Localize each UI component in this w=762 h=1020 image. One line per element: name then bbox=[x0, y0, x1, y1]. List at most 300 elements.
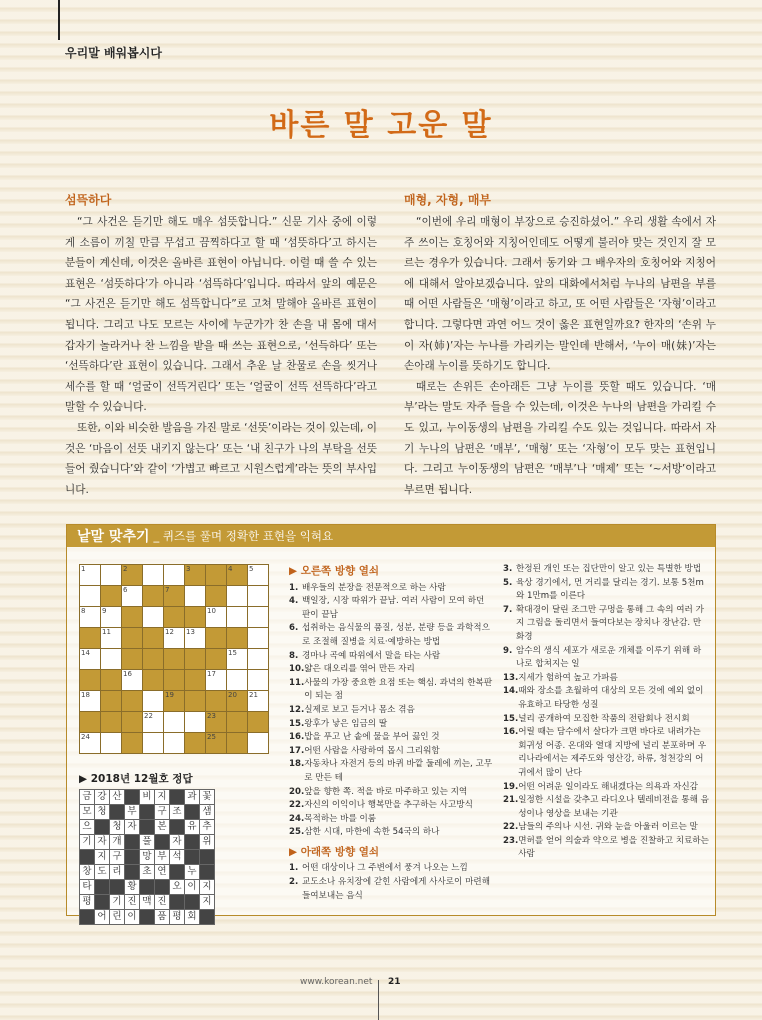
answer-cell: 린 bbox=[110, 910, 125, 925]
clue-text: 자신의 이익이나 행복만을 추구하는 사고방식 bbox=[304, 800, 473, 811]
crossword-block-cell bbox=[80, 670, 101, 691]
answer-cell: 청 bbox=[95, 805, 110, 820]
answer-cell: 도 bbox=[95, 865, 110, 880]
crossword-cell[interactable] bbox=[248, 628, 269, 649]
article-left-heading: 섬뜩하다 bbox=[65, 193, 112, 207]
answer-block-cell bbox=[170, 820, 185, 835]
crossword-block-cell bbox=[206, 712, 227, 733]
answer-block-cell bbox=[95, 880, 110, 895]
answer-cell: 연 bbox=[155, 865, 170, 880]
crossword-block-cell bbox=[122, 607, 143, 628]
clue-text: 면허를 얻어 의술과 약으로 병을 진찰하고 치료하는 사람 bbox=[518, 835, 709, 860]
page-number: 21 bbox=[388, 977, 401, 987]
crossword-cell[interactable] bbox=[185, 628, 206, 649]
clue-text: 자동차나 자전거 등의 바퀴 바깥 둘레에 끼는, 고무로 만든 테 bbox=[304, 759, 493, 783]
answer-cell: 타 bbox=[80, 880, 95, 895]
crossword-cell[interactable] bbox=[227, 607, 248, 628]
answer-block-cell bbox=[140, 805, 155, 820]
crossword-cell-number: 6 bbox=[123, 586, 128, 594]
crossword-block-cell bbox=[185, 691, 206, 712]
answer-block-cell bbox=[110, 880, 125, 895]
clue-item bbox=[289, 731, 495, 745]
crossword-block-cell bbox=[227, 733, 248, 754]
crossword-block-cell bbox=[164, 670, 185, 691]
answer-cell: 진 bbox=[125, 895, 140, 910]
clue-item bbox=[503, 781, 709, 795]
answer-cell: 오 bbox=[170, 880, 185, 895]
crossword-cell-number: 17 bbox=[207, 670, 216, 678]
answer-block-cell bbox=[125, 850, 140, 865]
crossword-cell[interactable] bbox=[164, 565, 185, 586]
crossword-cell[interactable] bbox=[206, 670, 227, 691]
crossword-cell[interactable] bbox=[248, 733, 269, 754]
answer-cell: 기 bbox=[80, 835, 95, 850]
clue-number: 25. bbox=[289, 827, 305, 838]
answer-block-cell bbox=[80, 910, 95, 925]
clue-text: 지세가 험하여 높고 가파름 bbox=[518, 672, 618, 683]
clue-number: 22. bbox=[289, 800, 305, 811]
clue-item bbox=[503, 726, 709, 780]
answer-cell: 창 bbox=[80, 865, 95, 880]
crossword-cell-number: 4 bbox=[228, 565, 233, 573]
crossword-block-cell bbox=[101, 670, 122, 691]
article-right-heading: 매형, 자형, 매부 bbox=[404, 193, 492, 207]
clue-item bbox=[289, 595, 495, 622]
clue-item bbox=[289, 826, 495, 840]
answer-cell: 개 bbox=[110, 835, 125, 850]
crossword-block-cell bbox=[227, 628, 248, 649]
clue-text: 왕후가 낳은 임금의 딸 bbox=[304, 718, 388, 729]
answer-cell: 청 bbox=[110, 820, 125, 835]
crossword-block-cell bbox=[206, 691, 227, 712]
answer-block-cell bbox=[170, 790, 185, 805]
answer-cell: 위 bbox=[200, 835, 215, 850]
clue-number: 4. bbox=[289, 596, 299, 607]
answer-cell: 황 bbox=[125, 880, 140, 895]
crossword-block-cell bbox=[227, 691, 248, 712]
crossword-cell[interactable] bbox=[248, 586, 269, 607]
crossword-cell-number: 8 bbox=[81, 607, 86, 615]
answer-block-cell bbox=[185, 850, 200, 865]
answer-cell: 초 bbox=[140, 865, 155, 880]
answer-block-cell bbox=[125, 835, 140, 850]
clue-text: 목적하는 바를 이룸 bbox=[304, 813, 377, 824]
clue-text: 어릴 때는 담수에서 살다가 크면 바다로 내려가는 회귀성 어종. 온대와 열대 지방에 널리 분포하며 우리나라에서는 제주도와 영산강, 하류, 청천강의 어귀에서 많이 난다 bbox=[518, 727, 707, 778]
answer-block-cell bbox=[155, 880, 170, 895]
crossword-cell-number: 11 bbox=[102, 628, 111, 636]
answer-cell: 비 bbox=[140, 790, 155, 805]
answer-cell: 자 bbox=[95, 835, 110, 850]
clue-text: 백일장, 시장 따위가 끝남. 여러 사람이 모여 하던 판이 끝남 bbox=[302, 596, 485, 620]
crossword-block-cell bbox=[206, 628, 227, 649]
answer-block-cell bbox=[200, 865, 215, 880]
clue-item bbox=[289, 582, 495, 596]
answer-cell: 조 bbox=[170, 805, 185, 820]
crossword-cell[interactable] bbox=[185, 712, 206, 733]
clue-item bbox=[289, 745, 495, 759]
clue-column-2 bbox=[503, 563, 709, 862]
crossword-cell[interactable] bbox=[101, 733, 122, 754]
crossword-cell[interactable] bbox=[227, 649, 248, 670]
crossword-cell[interactable] bbox=[248, 565, 269, 586]
crossword-cell-number: 22 bbox=[144, 712, 153, 720]
clue-item bbox=[503, 604, 709, 645]
crossword-cell[interactable] bbox=[80, 607, 101, 628]
crossword-cell-number: 10 bbox=[207, 607, 216, 615]
clue-number: 11. bbox=[289, 677, 305, 688]
clue-number: 3. bbox=[503, 564, 513, 574]
clue-text: 때와 장소를 초월하여 대상의 모든 것에 예외 없이 유효하고 타당한 성질 bbox=[518, 686, 704, 710]
crossword-block-cell bbox=[248, 712, 269, 733]
answer-cell: 으 bbox=[80, 820, 95, 835]
clue-item bbox=[289, 718, 495, 732]
answer-cell: 본 bbox=[155, 820, 170, 835]
crossword-block-cell bbox=[206, 565, 227, 586]
article-right-paragraph: 때로는 손위든 손아래든 그냥 누이를 뜻할 때도 있습니다. ‘매부’라는 말도 자주 들을 수 있는데, 이것은 누나의 남편을 가리킬 수도 있고, 누이동생의 남편을 가리킬 수도 있는 것입니다. 따라서 자기 누나의 남편은 ‘매부’, ‘매형’ 또는 ‘자형’이 모두 맞는 표현입니다. 그리고 누이동생의 남편은 ‘매부’나 ‘매제’ 또는 ‘~서방’이라고 부르면 됩니다. bbox=[404, 380, 716, 496]
answer-cell: 지 bbox=[155, 790, 170, 805]
clue-number: 16. bbox=[503, 727, 519, 738]
quiz-header bbox=[67, 525, 715, 547]
answer-cell: 산 bbox=[110, 790, 125, 805]
answer-block-cell bbox=[170, 865, 185, 880]
crossword-cell-number: 20 bbox=[228, 691, 237, 699]
crossword-block-cell bbox=[164, 607, 185, 628]
crossword-block-cell bbox=[80, 712, 101, 733]
crossword-cell-number: 12 bbox=[165, 628, 174, 636]
crossword-block-cell bbox=[101, 586, 122, 607]
crossword-quiz-box bbox=[66, 524, 716, 922]
crossword-cell[interactable] bbox=[101, 628, 122, 649]
answer-cell: 지 bbox=[95, 850, 110, 865]
crossword-cell[interactable] bbox=[227, 670, 248, 691]
clue-item bbox=[289, 876, 495, 903]
clue-item bbox=[289, 663, 495, 677]
crossword-cell-number: 1 bbox=[81, 565, 86, 573]
answer-block-cell bbox=[95, 895, 110, 910]
crossword-cell-number: 13 bbox=[186, 628, 195, 636]
clue-text: 어떤 대상이나 그 주변에서 풍겨 나오는 느낌 bbox=[302, 863, 468, 874]
answer-block-cell bbox=[200, 910, 215, 925]
clue-text: 어떤 사람을 사랑하여 몹시 그리워함 bbox=[304, 745, 440, 756]
crossword-cell[interactable] bbox=[248, 649, 269, 670]
clue-number: 9. bbox=[503, 645, 513, 656]
crossword-cell[interactable] bbox=[143, 607, 164, 628]
answer-title: ▶ 2018년 12월호 정답 bbox=[79, 773, 193, 785]
crossword-block-cell bbox=[122, 733, 143, 754]
answer-cell: 샘 bbox=[200, 805, 215, 820]
answer-cell: 모 bbox=[80, 805, 95, 820]
crossword-cell[interactable] bbox=[248, 670, 269, 691]
clue-text: 경마나 곡예 따위에서 말을 타는 사람 bbox=[302, 650, 441, 661]
article-right-paragraph: “이번에 우리 매형이 부장으로 승진하셨어.” 우리 생활 속에서 자주 쓰이는 호칭어와 지칭어인데도 어떻게 불러야 맞는 것인지 잘 모르는 경우가 있습니다. 그래서 동기와 그 배우자의 호칭어와 지칭어에 대해서 알아보겠습니다. 앞의 대화에서처럼 누나의 남편을 부를 때 어떤 사람들은 ‘매형’이라고 하고, 또 어떤 사람들은 ‘자형’이라고 합니다. 그렇다면 과연 어느 것이 옳은 표현일까요? 한자의 ‘손위 누이 자(姉)’자는 누나를 가리키는 말인데 반해서, ‘누이 매(妹)’자는 손아래 누이를 뜻하기도 합니다. bbox=[404, 216, 716, 373]
across-title: ▶ 오른쪽 방향 열쇠 bbox=[289, 565, 380, 577]
crossword-cell-number: 16 bbox=[123, 670, 132, 678]
answer-block-cell bbox=[110, 805, 125, 820]
crossword-block-cell bbox=[164, 649, 185, 670]
clue-text: 섭취하는 음식물의 품질, 성분, 분량 등을 과학적으로 조절해 질병을 치료·예방하는 방법 bbox=[302, 623, 490, 647]
clue-number: 15. bbox=[289, 718, 305, 729]
crossword-block-cell bbox=[185, 607, 206, 628]
answer-block-cell bbox=[140, 910, 155, 925]
clue-item bbox=[289, 622, 495, 649]
article-right bbox=[404, 192, 716, 500]
answer-cell: 기 bbox=[110, 895, 125, 910]
answer-cell: 이 bbox=[125, 910, 140, 925]
clue-text: 교도소나 유치장에 갇힌 사람에게 사사로이 마련해 들여보내는 음식 bbox=[302, 877, 490, 901]
crossword-cell-number: 7 bbox=[165, 586, 170, 594]
bottom-rule bbox=[378, 980, 379, 1020]
article-left-paragraph: “그 사건은 듣기만 해도 매우 섬뜻합니다.” 신문 기사 중에 이렇게 소름이 끼칠 만큼 무섭고 끔찍하다고 할 때 ‘섬뜻하다’고 하시는 분들이 계신데, 이것은 올바른 표현이 아닙니다. 이럴 때 쓸 수 있는 표현은 ‘섬뜻하다’가 아니라 ‘섬뜩하다’입니다. 따라서 앞의 예문은 “그 사건은 듣기만 해도 섬뜩합니다”로 고쳐 말해야 올바른 표현이 됩니다. 그리고 나도 모르는 사이에 누군가가 찬 손을 내 몸에 대서 갑자기 놀라거나 찬 느낌을 받을 때 쓰는 표현으로, ‘선득하다’ 또는 ‘선뜩하다’란 표현이 있습니다. 그래서 추운 날 찬물로 손을 씻거나 세수를 할 때 ‘얼굴이 선뜩거린다’ 또는 ‘얼굴이 선뜩 선뜩하다’라고 말할 수 있습니다. bbox=[65, 216, 377, 414]
clue-text: 남들의 주의나 시선. 귀와 눈을 아울러 이르는 말 bbox=[518, 822, 698, 833]
answer-cell: 이 bbox=[185, 880, 200, 895]
clue-item bbox=[503, 794, 709, 821]
crossword-block-cell bbox=[122, 628, 143, 649]
crossword-block-cell bbox=[143, 670, 164, 691]
answer-block-cell bbox=[170, 895, 185, 910]
answer-cell: 석 bbox=[170, 850, 185, 865]
clue-text: 일정한 시설을 갖추고 라디오나 텔레비전을 통해 음성이나 영상을 보내는 기관 bbox=[518, 795, 709, 819]
clue-item bbox=[289, 650, 495, 664]
crossword-cell-number: 25 bbox=[207, 733, 216, 741]
crossword-cell[interactable] bbox=[248, 607, 269, 628]
answer-cell: 망 bbox=[140, 850, 155, 865]
crossword-cell-number: 3 bbox=[186, 565, 191, 573]
clue-item bbox=[503, 672, 709, 686]
clue-number: 22. bbox=[503, 822, 519, 833]
crossword-block-cell bbox=[164, 691, 185, 712]
answer-cell: 리 bbox=[110, 865, 125, 880]
answer-cell: 어 bbox=[95, 910, 110, 925]
clue-number: 14. bbox=[503, 686, 519, 697]
clue-number: 23. bbox=[503, 835, 519, 846]
clue-number: 12. bbox=[289, 704, 305, 715]
answer-cell: 구 bbox=[155, 805, 170, 820]
clue-text: 육상 경기에서, 먼 거리를 달리는 경기. 보통 5천m와 1만m를 이른다 bbox=[516, 577, 704, 602]
quiz-title: 낱말 맞추기 bbox=[77, 529, 150, 545]
crossword-cell-number: 18 bbox=[81, 691, 90, 699]
crossword-cell[interactable] bbox=[101, 649, 122, 670]
clue-number: 20. bbox=[289, 786, 305, 797]
clue-item bbox=[289, 799, 495, 813]
crossword-block-cell bbox=[122, 649, 143, 670]
crossword-cell[interactable] bbox=[122, 670, 143, 691]
clue-item bbox=[289, 704, 495, 718]
clue-number: 16. bbox=[289, 732, 305, 743]
clue-text: 확대경이 달린 조그만 구멍을 통해 그 속의 여러 가지 그림을 돌리면서 들여다보는 장치나 장난감. 만화경 bbox=[516, 604, 704, 642]
crossword-block-cell bbox=[185, 733, 206, 754]
footer bbox=[300, 977, 401, 987]
crossword-cell[interactable] bbox=[164, 733, 185, 754]
crossword-cell-number: 15 bbox=[228, 649, 237, 657]
answer-block-cell bbox=[140, 820, 155, 835]
answer-cell: 품 bbox=[155, 910, 170, 925]
crossword-block-cell bbox=[227, 712, 248, 733]
article-left-paragraph: 또한, 이와 비슷한 발음을 가진 말로 ‘선뜻’이라는 것이 있는데, 이것은 ‘마음이 선뜻 내키지 않는다’ 또는 ‘내 친구가 나의 부탁을 선뜻 들어 줬습니다’와 같이 ‘가볍고 빠르고 시원스럽게’라는 뜻의 부사입니다. bbox=[65, 421, 377, 496]
clue-number: 8. bbox=[289, 650, 299, 661]
clue-text: 삼한 시대, 마한에 속한 54국의 하나 bbox=[304, 827, 440, 838]
crossword-cell[interactable] bbox=[206, 607, 227, 628]
clue-item bbox=[503, 577, 709, 604]
answer-block-cell bbox=[185, 805, 200, 820]
answer-block-cell bbox=[185, 835, 200, 850]
crossword-cell[interactable] bbox=[164, 712, 185, 733]
crossword-cell[interactable] bbox=[80, 565, 101, 586]
answer-block-cell bbox=[140, 880, 155, 895]
crossword-cell-number: 23 bbox=[207, 712, 216, 720]
clue-item bbox=[503, 821, 709, 835]
crossword-block-cell bbox=[206, 733, 227, 754]
crossword-block-cell bbox=[206, 586, 227, 607]
crossword-cell[interactable] bbox=[143, 565, 164, 586]
clue-number: 1. bbox=[289, 863, 299, 874]
clue-item bbox=[503, 685, 709, 712]
answer-block-cell bbox=[80, 850, 95, 865]
answer-cell: 풀 bbox=[140, 835, 155, 850]
clue-item bbox=[503, 645, 709, 672]
clue-item bbox=[503, 835, 709, 862]
answer-cell: 부 bbox=[125, 805, 140, 820]
clue-number: 19. bbox=[503, 781, 519, 792]
answer-cell: 자 bbox=[125, 820, 140, 835]
crossword-cell[interactable] bbox=[122, 586, 143, 607]
crossword-grid[interactable] bbox=[79, 564, 269, 754]
answer-cell: 금 bbox=[80, 790, 95, 805]
clue-item bbox=[289, 677, 495, 704]
clue-item bbox=[289, 813, 495, 827]
clue-number: 2. bbox=[289, 877, 299, 888]
crossword-block-cell bbox=[206, 649, 227, 670]
clue-text: 사물의 가장 중요한 요점 또는 핵심. 과녁의 한복판이 되는 점 bbox=[304, 677, 493, 702]
clue-text: 실제로 보고 듣거나 몸소 겪음 bbox=[304, 704, 415, 715]
clue-item bbox=[289, 862, 495, 876]
crossword-cell-number: 9 bbox=[102, 607, 107, 615]
crossword-cell[interactable] bbox=[80, 733, 101, 754]
clue-text: 어떤 어려운 일이라도 해내겠다는 의욕과 자신감 bbox=[518, 781, 698, 792]
clue-text: 얇은 대오리를 엮어 만든 자리 bbox=[304, 664, 415, 675]
crossword-cell[interactable] bbox=[164, 628, 185, 649]
answer-cell: 진 bbox=[155, 895, 170, 910]
clue-number: 17. bbox=[289, 745, 305, 756]
clue-text: 한정된 개인 또는 집단만이 알고 있는 특별한 방법 bbox=[516, 564, 702, 574]
answer-cell: 부 bbox=[155, 850, 170, 865]
clue-number: 6. bbox=[289, 623, 299, 634]
clue-text: 암수의 생식 세포가 새로운 개체를 이루기 위해 하나로 합쳐지는 일 bbox=[516, 645, 702, 670]
answer-block-cell bbox=[95, 820, 110, 835]
answer-grid bbox=[79, 789, 215, 925]
clue-item bbox=[289, 758, 495, 785]
clue-number: 13. bbox=[503, 672, 519, 683]
answer-cell: 추 bbox=[200, 820, 215, 835]
quiz-subtitle: _ 퀴즈를 풀며 정확한 표현을 익혀요 bbox=[153, 529, 334, 543]
answer-cell: 자 bbox=[170, 835, 185, 850]
crossword-block-cell bbox=[101, 712, 122, 733]
crossword-cell-number: 21 bbox=[249, 691, 258, 699]
answer-cell: 지 bbox=[200, 880, 215, 895]
crossword-cell-number: 14 bbox=[81, 649, 90, 657]
crossword-block-cell bbox=[227, 565, 248, 586]
clue-number: 21. bbox=[503, 795, 519, 806]
answer-cell: 강 bbox=[95, 790, 110, 805]
clue-text: 널리 공개하여 모집한 작품의 전람회나 전시회 bbox=[518, 713, 690, 724]
crossword-cell[interactable] bbox=[80, 649, 101, 670]
crossword-block-cell bbox=[122, 565, 143, 586]
clue-text: 앞을 향한 쪽. 적을 바로 마주하고 있는 지역 bbox=[304, 786, 468, 797]
article-left bbox=[65, 192, 377, 500]
crossword-cell[interactable] bbox=[143, 712, 164, 733]
answer-block-cell bbox=[155, 835, 170, 850]
crossword-block-cell bbox=[164, 586, 185, 607]
answer-cell: 평 bbox=[80, 895, 95, 910]
clue-column-1 bbox=[289, 563, 495, 903]
crossword-cell[interactable] bbox=[101, 565, 122, 586]
clue-number: 5. bbox=[503, 577, 513, 588]
clue-text: 밥을 푸고 난 솥에 물을 부어 끓인 것 bbox=[304, 732, 440, 743]
crossword-cell[interactable] bbox=[143, 691, 164, 712]
top-rule bbox=[58, 0, 60, 40]
crossword-cell[interactable] bbox=[248, 691, 269, 712]
clue-text: 배우들의 분장을 전문적으로 하는 사람 bbox=[302, 582, 446, 593]
answer-block-cell bbox=[185, 895, 200, 910]
crossword-cell-number: 24 bbox=[81, 733, 90, 741]
clue-number: 10. bbox=[289, 664, 305, 675]
down-title: ▶ 아래쪽 방향 열쇠 bbox=[289, 845, 380, 858]
crossword-cell[interactable] bbox=[143, 733, 164, 754]
clue-number: 15. bbox=[503, 713, 519, 724]
clue-number: 1. bbox=[289, 582, 299, 593]
crossword-block-cell bbox=[101, 691, 122, 712]
crossword-cell[interactable] bbox=[80, 586, 101, 607]
crossword-block-cell bbox=[185, 649, 206, 670]
clue-item bbox=[503, 713, 709, 727]
crossword-cell-number: 5 bbox=[249, 565, 254, 573]
crossword-block-cell bbox=[122, 691, 143, 712]
answer-block-cell bbox=[125, 790, 140, 805]
answer-cell: 평 bbox=[170, 910, 185, 925]
crossword-cell-number: 2 bbox=[123, 565, 128, 573]
crossword-cell[interactable] bbox=[80, 691, 101, 712]
answer-cell: 회 bbox=[185, 910, 200, 925]
crossword-cell[interactable] bbox=[185, 586, 206, 607]
section-label: 우리말 배워봅시다 bbox=[65, 46, 162, 60]
answer-block-cell bbox=[125, 865, 140, 880]
clue-number: 7. bbox=[503, 604, 513, 615]
crossword-cell[interactable] bbox=[101, 607, 122, 628]
footer-url: www.korean.net bbox=[300, 977, 373, 987]
crossword-block-cell bbox=[143, 628, 164, 649]
crossword-block-cell bbox=[143, 649, 164, 670]
crossword-block-cell bbox=[185, 670, 206, 691]
clue-number: 18. bbox=[289, 759, 305, 770]
answer-cell: 과 bbox=[185, 790, 200, 805]
answer-cell: 맥 bbox=[140, 895, 155, 910]
page-title: 바른 말 고운 말 bbox=[269, 108, 493, 143]
answer-cell: 구 bbox=[110, 850, 125, 865]
answer-cell: 꽃 bbox=[200, 790, 215, 805]
crossword-cell[interactable] bbox=[227, 586, 248, 607]
crossword-block-cell bbox=[80, 628, 101, 649]
clue-number: 24. bbox=[289, 813, 305, 824]
crossword-block-cell bbox=[122, 712, 143, 733]
crossword-cell-number: 19 bbox=[165, 691, 174, 699]
crossword-block-cell bbox=[143, 586, 164, 607]
answer-cell: 누 bbox=[185, 865, 200, 880]
answer-cell: 지 bbox=[200, 895, 215, 910]
clue-item bbox=[289, 786, 495, 800]
answer-cell: 유 bbox=[185, 820, 200, 835]
crossword-block-cell bbox=[185, 565, 206, 586]
answer-block-cell bbox=[200, 850, 215, 865]
clue-item bbox=[503, 563, 709, 577]
